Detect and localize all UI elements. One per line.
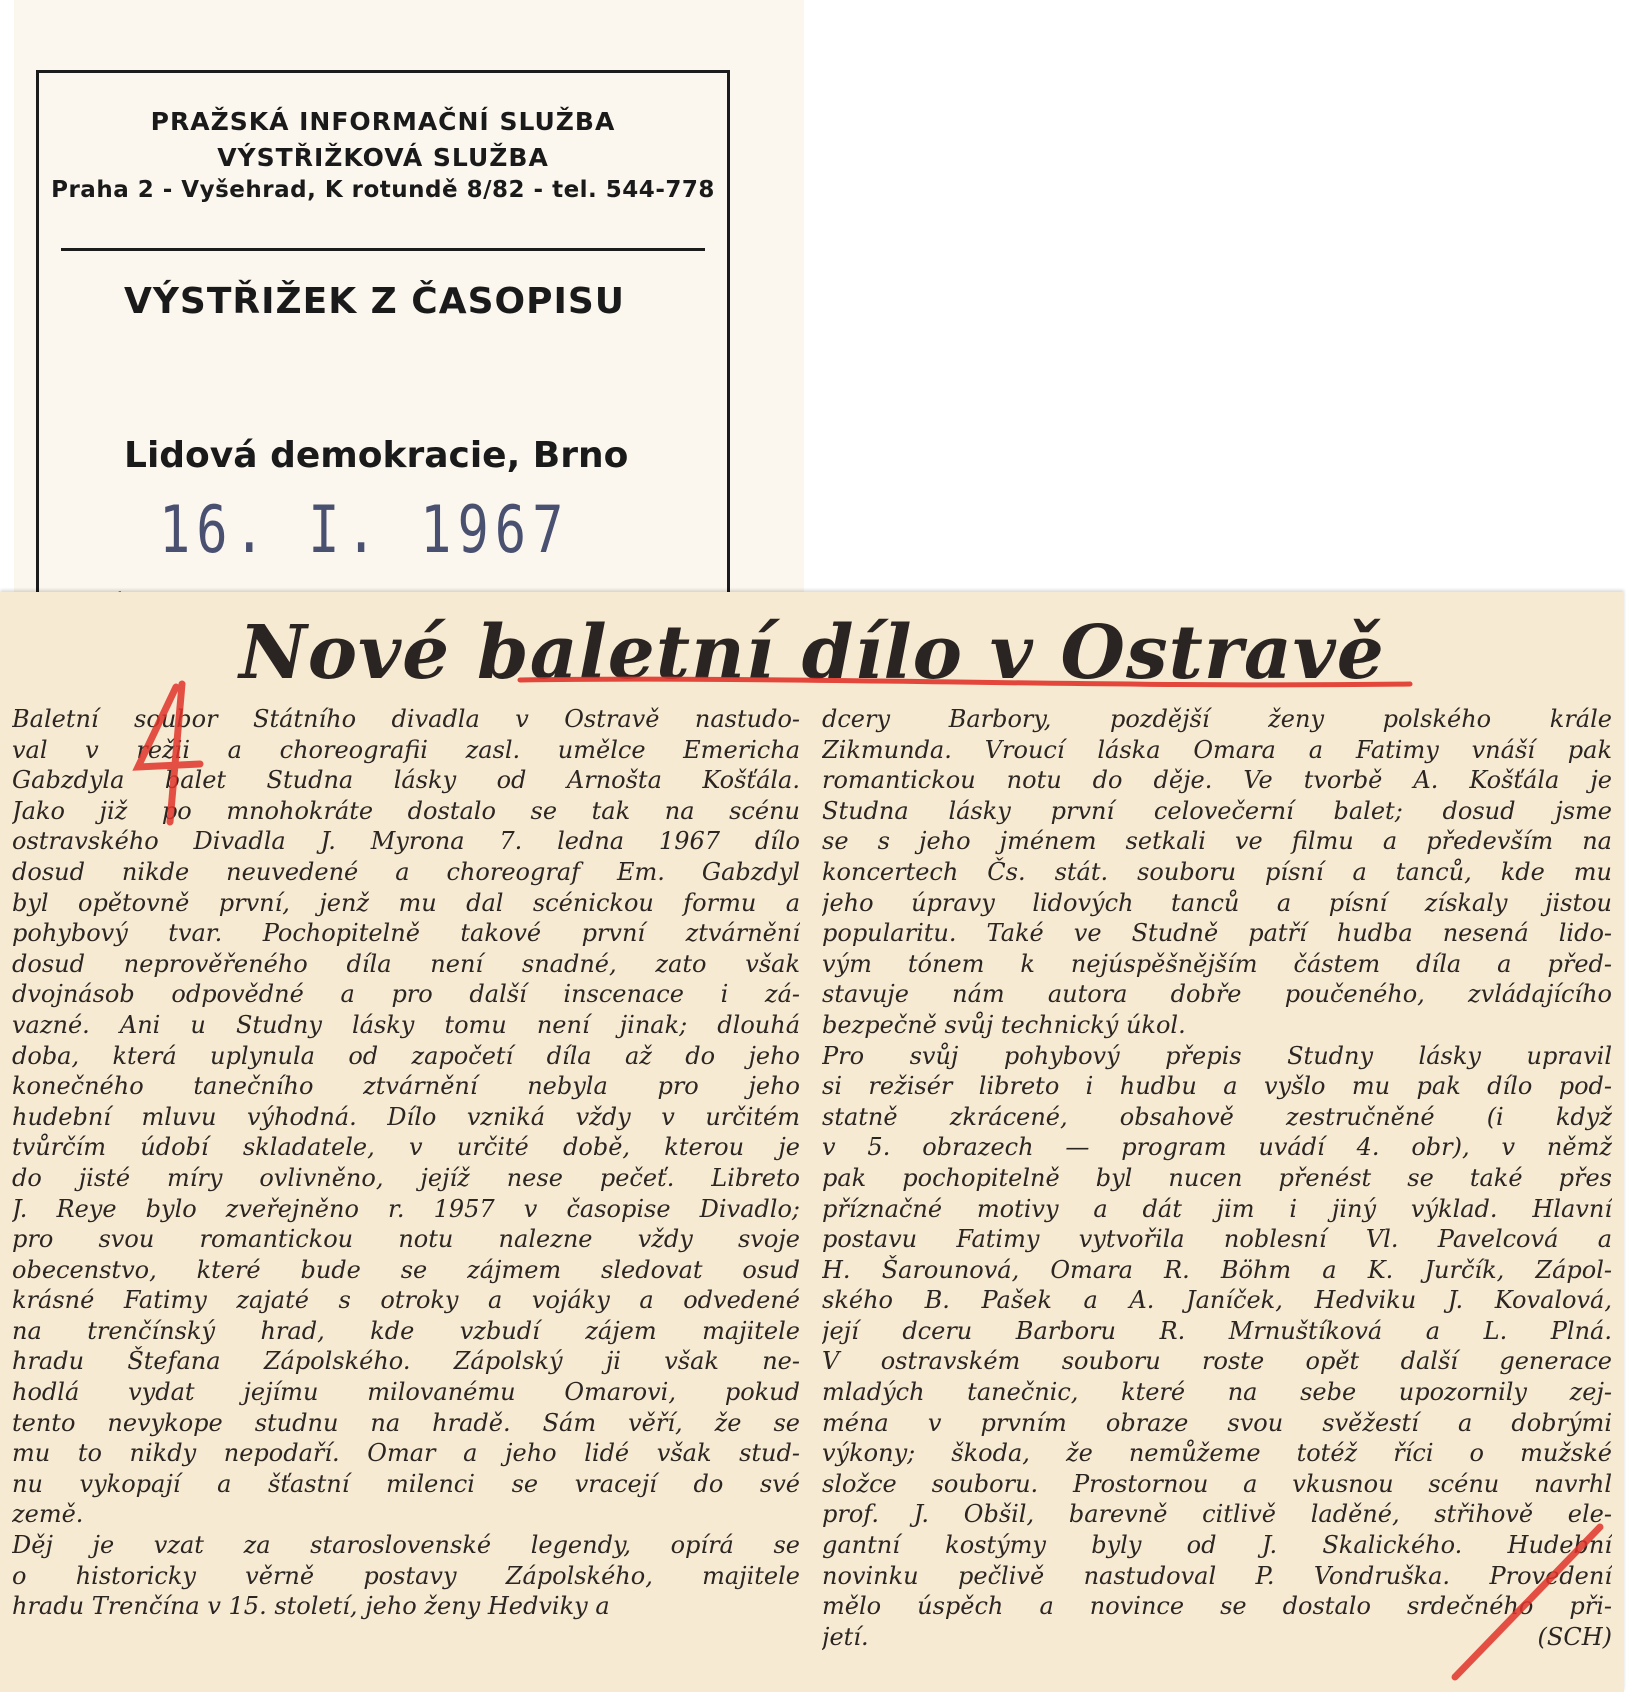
- slip-source: Lidová demokracie, Brno: [124, 435, 629, 476]
- article-line: v 5. obrazech — program uvádí 4. obr), v němž: [822, 1133, 1612, 1162]
- article-line: mu to nikdy nepodaří. Omar a jeho lidé však stud-: [12, 1439, 800, 1468]
- author-signature: (SCH): [1537, 1622, 1612, 1651]
- article-line: krásné Fatimy zajaté s otroky a vojáky a odvedené: [12, 1286, 800, 1315]
- article-line: Studna lásky první celovečerní balet; dosud jsme: [822, 796, 1612, 825]
- article-line: o historicky věrně postavy Zápolského, majitele: [12, 1561, 800, 1590]
- article-line: statně zkrácené, obsahově zestručněné (i když: [822, 1102, 1612, 1131]
- article-line: popularitu. Také ve Studně patří hudba nesená lido-: [822, 919, 1612, 948]
- clipping-service-slip: [14, 0, 804, 600]
- article-line: stavuje nám autora dobře poučeného, zvládajícího: [822, 980, 1612, 1009]
- article-line: hradu Štefana Zápolského. Zápolský ji však ne-: [12, 1347, 800, 1376]
- slip-address: Praha 2 - Vyšehrad, K rotundě 8/82 - tel. 544-778: [51, 177, 715, 203]
- article-line: V ostravském souboru roste opět další generace: [822, 1347, 1612, 1376]
- slip-frame: [36, 70, 730, 630]
- article-line: H. Šarounová, Omara R. Böhm a K. Jurčík, Zápol-: [822, 1255, 1612, 1284]
- article-line: hudební mluvu výhodná. Dílo vzniká vždy v určitém: [12, 1102, 800, 1131]
- article-line: Jako již po mnohokráte dostalo se tak na scénu: [12, 796, 800, 825]
- article-line: Pro svůj pohybový přepis Studny lásky upravil: [822, 1041, 1612, 1070]
- article-column-right: [822, 704, 1612, 1652]
- article-line: dosud neprověřeného díla není snadné, zato však: [12, 949, 800, 978]
- newspaper-clipping: [0, 592, 1624, 1692]
- article-line: prof. J. Obšil, barevně citlivě laděné, střihově ele-: [822, 1500, 1612, 1529]
- article-line: dvojnásob odpovědné a pro další inscenace i zá-: [12, 980, 800, 1009]
- article-line: země.: [12, 1500, 84, 1529]
- slip-divider: [61, 248, 705, 251]
- article-line: koncertech Čs. stát. souboru písní a tanců, kde mu: [822, 857, 1612, 886]
- article-line: novinku pečlivě nastudoval P. Vondruška. Provedení: [822, 1561, 1612, 1590]
- article-line: konečného tanečního ztvárnění nebyla pro jeho: [12, 1072, 800, 1101]
- article-line: val v režii a choreografii zasl. umělce Emericha: [12, 735, 800, 764]
- article-line: hradu Trenčína v 15. století, jeho ženy Hedviky a: [12, 1592, 610, 1621]
- article-line: Baletní soubor Státního divadla v Ostravě nastudo-: [12, 705, 800, 733]
- article-line: dosud nikde neuvedené a choreograf Em. Gabzdyl: [12, 857, 800, 886]
- article-line: obecenstvo, které bude se zájmem sledovat osud: [12, 1255, 800, 1284]
- article-line: výkony; škoda, že nemůžeme totéž říci o mužské: [822, 1439, 1612, 1468]
- article-line: mělo úspěch a novince se dostalo srdečného při-: [822, 1592, 1612, 1621]
- slip-header-line1: PRAŽSKÁ INFORMAČNÍ SLUŽBA: [150, 107, 616, 136]
- article-line: na trenčínský hrad, kde vzbudí zájem majitele: [12, 1316, 800, 1345]
- article-line: doba, která uplynula od započetí díla až do jeho: [12, 1041, 800, 1070]
- article-line: vým tónem k nejúspěšnějším částem díla a před-: [822, 949, 1612, 978]
- article-line: Zikmunda. Vroucí láska Omara a Fatimy vnáší pak: [822, 735, 1612, 764]
- article-line: tento nevykope studnu na hradě. Sám věří, že se: [12, 1408, 800, 1437]
- date-stamp: 16. I. 1967: [159, 493, 570, 568]
- article-line: si režisér libreto i hudbu a vyšlo mu pak dílo pod-: [822, 1072, 1612, 1101]
- slip-header-line2: VÝSTŘIŽKOVÁ SLUŽBA: [217, 143, 549, 172]
- article-line: se s jeho jménem setkali ve filmu a především na: [822, 827, 1612, 856]
- article-line: vazné. Ani u Studny lásky tomu není jinak; dlouhá: [12, 1010, 800, 1039]
- article-line: do jisté míry ovlivněno, jejíž nese pečeť. Libreto: [12, 1163, 800, 1192]
- article-line: mladých tanečnic, které na sebe upozornily zej-: [822, 1378, 1612, 1407]
- article-line: tvůrčím údobí skladatele, v určité době, kterou je: [12, 1133, 800, 1162]
- article-line: bezpečně svůj technický úkol.: [822, 1010, 1186, 1039]
- article-line: pohybový tvar. Pochopitelně takové první ztvárnění: [12, 919, 800, 948]
- article-line: J. Reye bylo zveřejněno r. 1957 v časopise Divadlo;: [12, 1194, 800, 1223]
- article-line: hodlá vydat jejímu milovanému Omarovi, pokud: [12, 1378, 800, 1407]
- slip-clip-type: VÝSTŘIŽEK Z ČASOPISU: [124, 281, 626, 322]
- article-line: jetí.: [822, 1622, 869, 1651]
- article-line: příznačné motivy a dát jim i jiný výklad. Hlavní: [822, 1194, 1612, 1223]
- article-line: postavu Fatimy vytvořila noblesní Vl. Pavelcová a: [822, 1225, 1612, 1254]
- article-line: její dceru Barboru R. Mrnuštíková a L. Plná.: [822, 1316, 1612, 1345]
- article-line: ského B. Pašek a A. Janíček, Hedviku J. Kovalová,: [822, 1286, 1612, 1315]
- article-line: nu vykopají a šťastní milenci se vracejí do své: [12, 1469, 800, 1498]
- article-line: dcery Barbory, pozdější ženy polského krále: [822, 705, 1612, 733]
- article-line: byl opětovně první, jenž mu dal scénickou formu a: [12, 888, 800, 917]
- article-line: jeho úpravy lidových tanců a písní získaly jistou: [822, 888, 1612, 917]
- article-line: pro svou romantickou notu nalezne vždy svoje: [12, 1225, 800, 1254]
- article-line: složce souboru. Prostornou a vkusnou scénu navrhl: [822, 1469, 1612, 1498]
- article-line: Děj je vzat za staroslovenské legendy, opírá se: [12, 1531, 800, 1560]
- article-line: pak pochopitelně byl nucen přenést se také přes: [822, 1163, 1612, 1192]
- article-line: gantní kostýmy byly od J. Skalického. Hudební: [822, 1531, 1612, 1560]
- article-line: Gabzdyla balet Studna lásky od Arnošta Košťála.: [12, 766, 800, 795]
- article-line: ména v prvním obraze svou svěžestí a dobrými: [822, 1408, 1612, 1437]
- article-line: romantickou notu do děje. Ve tvorbě A. Košťála je: [822, 766, 1612, 795]
- article-line: ostravského Divadla J. Myrona 7. ledna 1967 dílo: [12, 827, 800, 856]
- article-column-left: [12, 704, 800, 1622]
- article-title: Nové baletní dílo v Ostravě: [239, 610, 1385, 696]
